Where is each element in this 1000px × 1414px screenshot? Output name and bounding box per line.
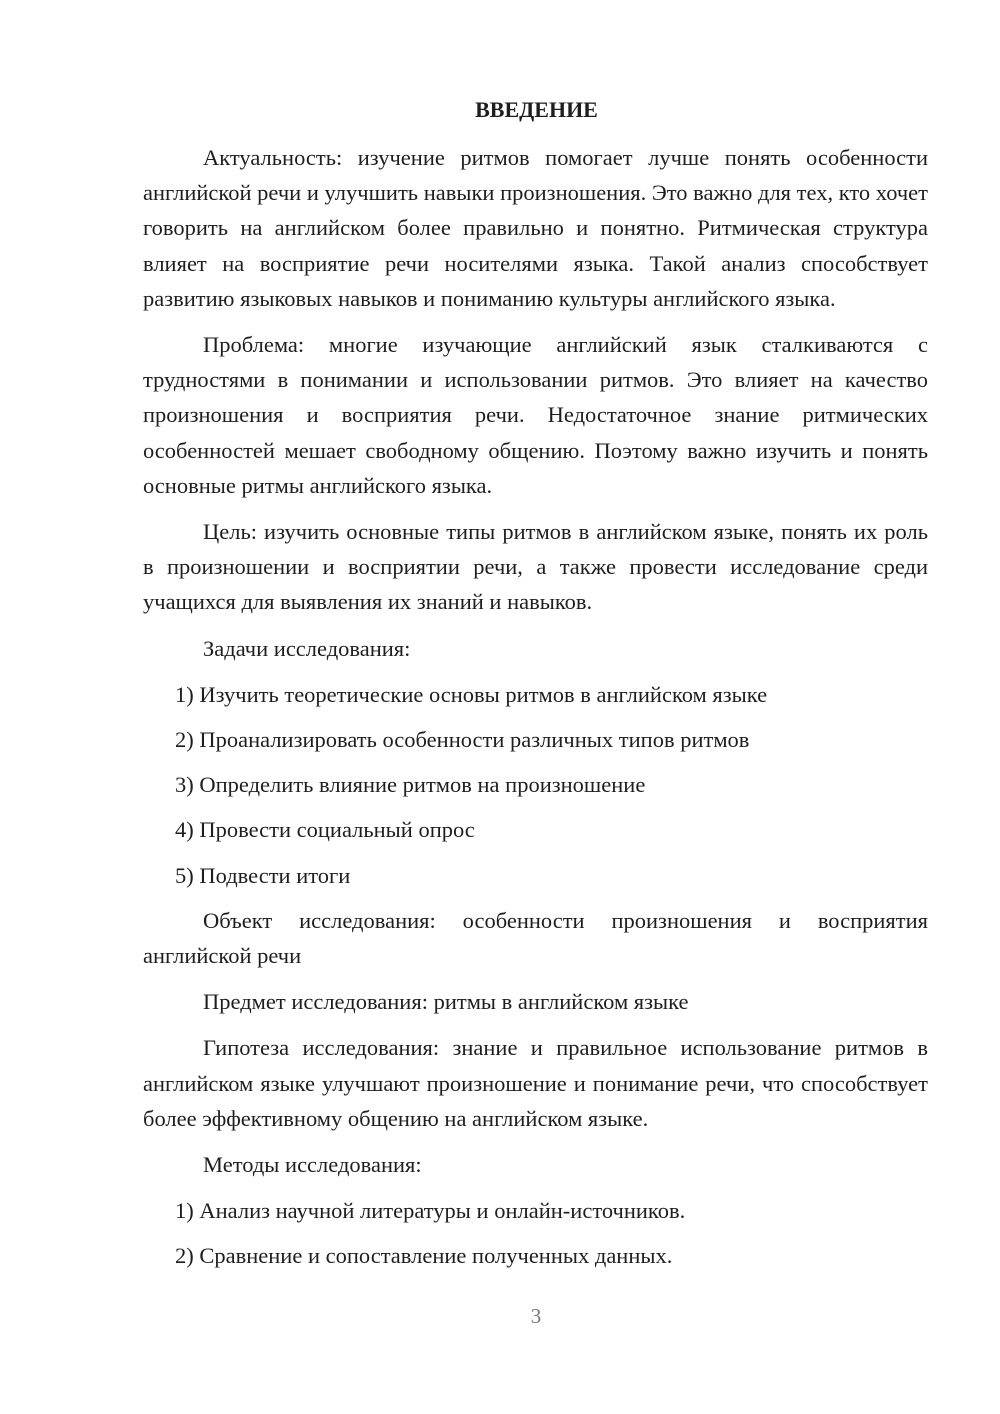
- task-item: 4) Провести социальный опрос: [175, 817, 475, 843]
- object-paragraph: Объект исследования: особенности произношения и восприятия английской речи: [143, 907, 928, 969]
- methods-heading: Методы исследования:: [203, 1152, 422, 1178]
- tasks-heading: Задачи исследования:: [203, 635, 411, 661]
- task-item: 2) Проанализировать особенности различных типов ритмов: [175, 727, 750, 753]
- problem-paragraph: Проблема: многие изучающие английский язык сталкиваются с трудностями в понимании и использовании ритмов. Это влияет на качество произношения и восприятия речи. Недостаточное знание ритмических особенностей мешает свободному общению. Поэтому важно изучить и понять основные ритмы английского языка.: [143, 332, 928, 498]
- method-item: 2) Сравнение и сопоставление полученных данных.: [175, 1243, 673, 1269]
- task-item: 1) Изучить теоретические основы ритмов в английском языке: [175, 681, 768, 707]
- relevance-paragraph: Актуальность: изучение ритмов помогает лучше понять особенности английской речи и улучшить навыки произношения. Это важно для тех, кто хочет говорить на английском более правильно и понятно. Ритмическая структура влияет на восприятие речи носителями языка. Такой анализ способствует развитию языковых навыков и пониманию культуры английского языка.: [143, 145, 928, 311]
- hypothesis-paragraph: Гипотеза исследования: знание и правильное использование ритмов в английском языке улучшают произношение и понимание речи, что способствует более эффективному общению на английском языке.: [143, 1035, 928, 1131]
- method-item: 1) Анализ научной литературы и онлайн-источников.: [175, 1198, 686, 1224]
- task-item: 5) Подвести итоги: [175, 862, 351, 888]
- document-body: [143, 94, 928, 1284]
- goal-paragraph: Цель: изучить основные типы ритмов в английском языке, понять их роль в произношении и восприятии речи, а также провести исследование среди учащихся для выявления их знаний и навыков.: [143, 519, 928, 615]
- task-item: 3) Определить влияние ритмов на произношение: [175, 772, 646, 798]
- section-title: ВВЕДЕНИЕ: [475, 97, 598, 122]
- page-number: 3: [530, 1304, 542, 1328]
- subject-paragraph: Предмет исследования: ритмы в английском языке: [203, 989, 689, 1015]
